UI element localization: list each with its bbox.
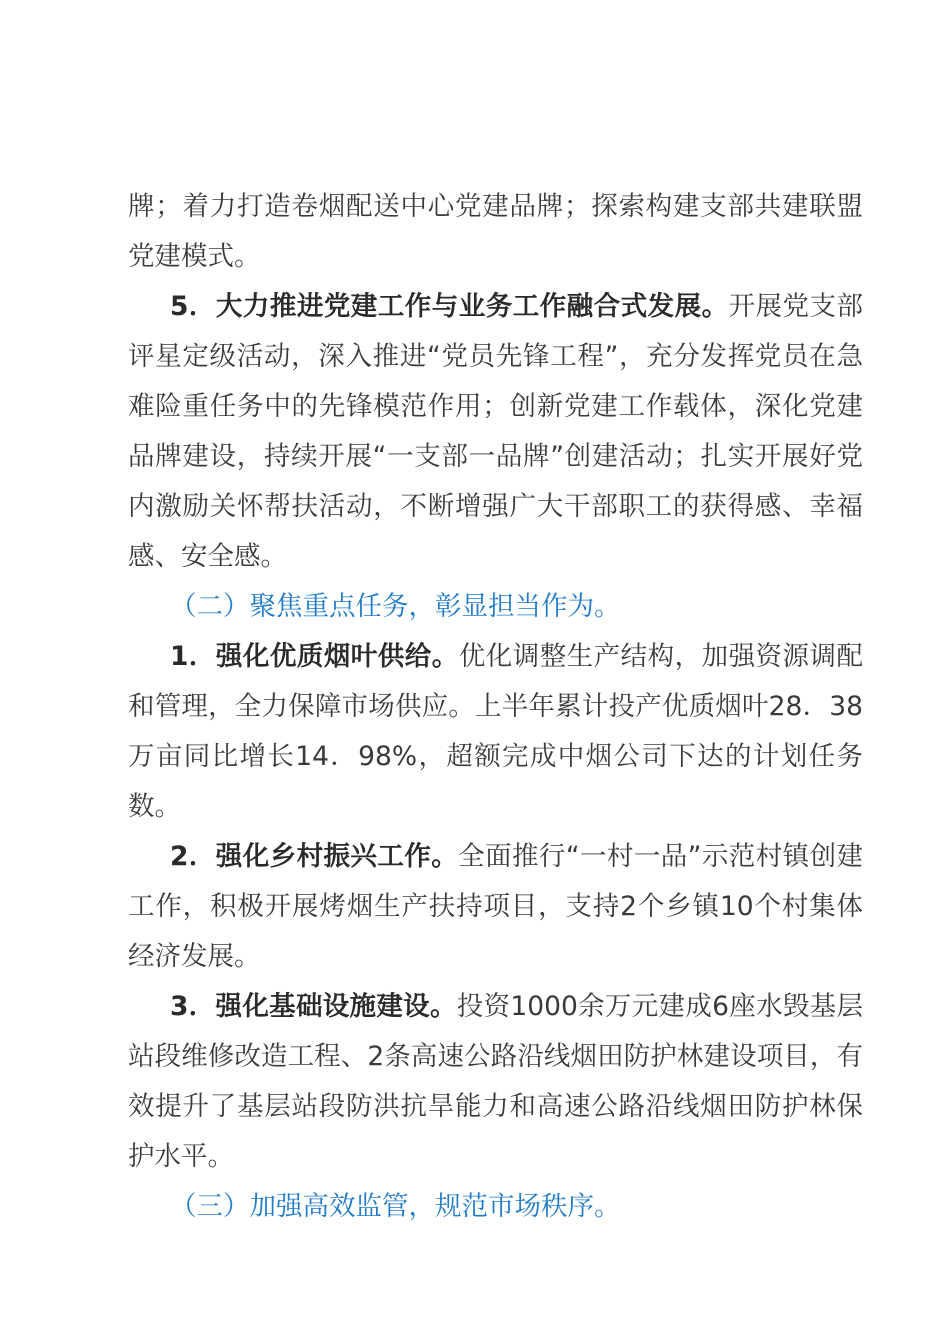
- item-3-body: 投资1000余万元建成6座水毁基层站段维修改造工程、2条高速公路沿线烟田防护林建设项目，有效提升了基层站段防洪抗旱能力和高速公路沿线烟田防护林保护水平。: [128, 991, 863, 1172]
- paragraph-item-5: [128, 282, 863, 582]
- item-5-body: 开展党支部评星定级活动，深入推进“党员先锋工程”，充分发挥党员在急难险重任务中的先锋模范作用；创新党建工作载体，深化党建品牌建设，持续开展“一支部一品牌”创建活动；扎实开展好党内激励关怀帮扶活动，不断增强广大干部职工的获得感、幸福感、安全感。: [128, 291, 863, 572]
- paragraph-continuation: 牌；着力打造卷烟配送中心党建品牌；探索构建支部共建联盟党建模式。: [128, 191, 863, 272]
- item-2-lead: 2．强化乡村振兴工作。: [170, 841, 459, 872]
- section-heading-3: （三）加强高效监管，规范市场秩序。: [170, 1191, 621, 1222]
- item-2-body: 全面推行“一村一品”示范村镇创建工作，积极开展烤烟生产扶持项目，支持2个乡镇10个村集体经济发展。: [128, 841, 863, 972]
- section-heading-2: （二）聚焦重点任务，彰显担当作为。: [170, 591, 621, 622]
- paragraph-item-3: [128, 982, 863, 1182]
- item-1-body: 优化调整生产结构，加强资源调配和管理，全力保障市场供应。上半年累计投产优质烟叶28．38万亩同比增长14．98%，超额完成中烟公司下达的计划任务数。: [128, 641, 863, 822]
- item-3-lead: 3．强化基础设施建设。: [170, 991, 457, 1022]
- paragraph-item-2: [128, 832, 863, 982]
- item-5-lead: 5．大力推进党建工作与业务工作融合式发展。: [170, 291, 729, 322]
- item-1-lead: 1．强化优质烟叶供给。: [170, 641, 459, 672]
- document-page: [128, 182, 863, 1232]
- paragraph-item-1: [128, 632, 863, 832]
